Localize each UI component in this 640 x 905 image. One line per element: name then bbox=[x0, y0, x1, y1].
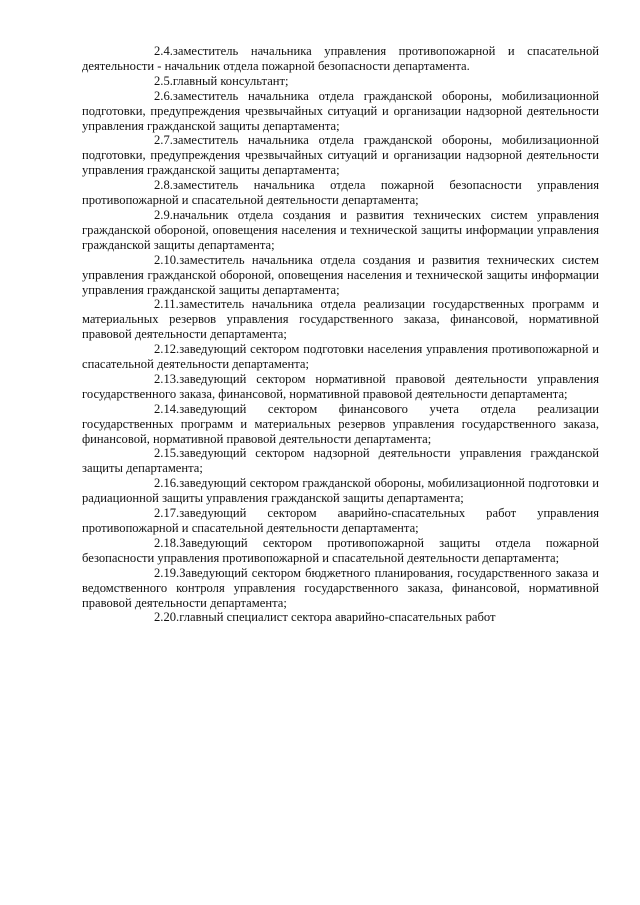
item-number: 2.8. bbox=[154, 178, 173, 193]
item-text: заведующий сектором аварийно-спасательных работ управления противопожарной и спасательной деятельности департамента; bbox=[82, 506, 599, 535]
list-item bbox=[82, 44, 599, 74]
item-number: 2.15. bbox=[154, 446, 180, 461]
list-item bbox=[82, 89, 599, 134]
list-item bbox=[82, 476, 599, 506]
item-text: заместитель начальника отдела гражданской обороны, мобилизационной подготовки, предупреждения чрезвычайных ситуаций и организации надзорной деятельности управления гражданской защиты департамента; bbox=[82, 133, 599, 178]
item-number: 2.14. bbox=[154, 401, 180, 416]
item-number: 2.18. bbox=[154, 535, 180, 550]
item-text: заведующий сектором гражданской обороны, мобилизационной подготовки и радиационной защиты управления гражданской защиты департамента; bbox=[82, 476, 599, 506]
list-item bbox=[82, 208, 599, 253]
item-number: 2.9. bbox=[154, 207, 173, 222]
item-text: главный консультант; bbox=[172, 73, 289, 88]
item-text: заместитель начальника отдела реализации государственных программ и материальных резервов управления государственного заказа, финансовой, нормативной правовой деятельности департамента; bbox=[82, 297, 599, 342]
item-text: заведующий сектором подготовки населения управления противопожарной и спасательной деятельности департамента; bbox=[82, 342, 599, 372]
list-item bbox=[82, 372, 599, 402]
document-page bbox=[82, 44, 599, 625]
item-text: заведующий сектором надзорной деятельности управления гражданской защиты департамента; bbox=[82, 446, 599, 476]
item-number: 2.19. bbox=[154, 565, 180, 580]
list-item bbox=[82, 342, 599, 372]
list-item bbox=[82, 506, 599, 536]
item-number: 2.7. bbox=[154, 133, 173, 148]
list-item bbox=[82, 566, 599, 611]
item-number: 2.10. bbox=[154, 252, 180, 267]
list-item bbox=[82, 610, 599, 625]
item-text: заместитель начальника отдела гражданской обороны, мобилизационной подготовки, предупреждения чрезвычайных ситуаций и организации надзорной деятельности управления гражданской защиты департамента; bbox=[82, 88, 599, 133]
list-item bbox=[82, 253, 599, 298]
list-item bbox=[82, 536, 599, 566]
item-text: Заведующий сектором бюджетного планирования, государственного заказа и ведомственного контроля управления государственного заказа, финансовой, нормативной правовой деятельности департамента; bbox=[82, 565, 599, 610]
item-number: 2.16. bbox=[154, 476, 180, 491]
item-text: Заведующий сектором противопожарной защиты отдела пожарной безопасности управления противопожарной и спасательной деятельности департамента; bbox=[82, 535, 599, 565]
item-number: 2.6. bbox=[154, 88, 173, 103]
list-item bbox=[82, 402, 599, 447]
item-number: 2.20. bbox=[154, 610, 180, 625]
item-text: главный специалист сектора аварийно-спасательных работ bbox=[179, 610, 496, 625]
list-item bbox=[82, 446, 599, 476]
item-text: заведующий сектором финансового учета отдела реализации государственных программ и материальных резервов управления государственного заказа, финансовой, нормативной правовой деятельности департамента; bbox=[82, 401, 599, 446]
item-number: 2.5. bbox=[154, 73, 173, 88]
item-number: 2.17. bbox=[154, 506, 180, 521]
item-text: начальник отдела создания и развития технических систем управления гражданской обороной, оповещения населения и технической защиты информации управления гражданской защиты департамента; bbox=[82, 207, 599, 252]
list-item bbox=[82, 297, 599, 342]
item-text: заместитель начальника управления противопожарной и спасательной деятельности - начальник отдела пожарной безопасности департамента. bbox=[82, 44, 599, 73]
list-item bbox=[82, 178, 599, 208]
item-text: заместитель начальника отдела создания и развития технических систем управления гражданской обороной, оповещения населения и технической защиты информации управления гражданской защиты департамента; bbox=[82, 252, 599, 297]
item-number: 2.12. bbox=[154, 342, 180, 357]
item-text: заведующий сектором нормативной правовой деятельности управления государственного заказа, финансовой, нормативной правовой деятельности департамента; bbox=[82, 371, 599, 401]
item-number: 2.11. bbox=[154, 297, 179, 312]
list-item bbox=[82, 74, 599, 89]
list-item bbox=[82, 133, 599, 178]
item-number: 2.4. bbox=[154, 44, 173, 58]
item-text: заместитель начальника отдела пожарной безопасности управления противопожарной и спасательной деятельности департамента; bbox=[82, 178, 599, 208]
item-number: 2.13. bbox=[154, 371, 180, 386]
